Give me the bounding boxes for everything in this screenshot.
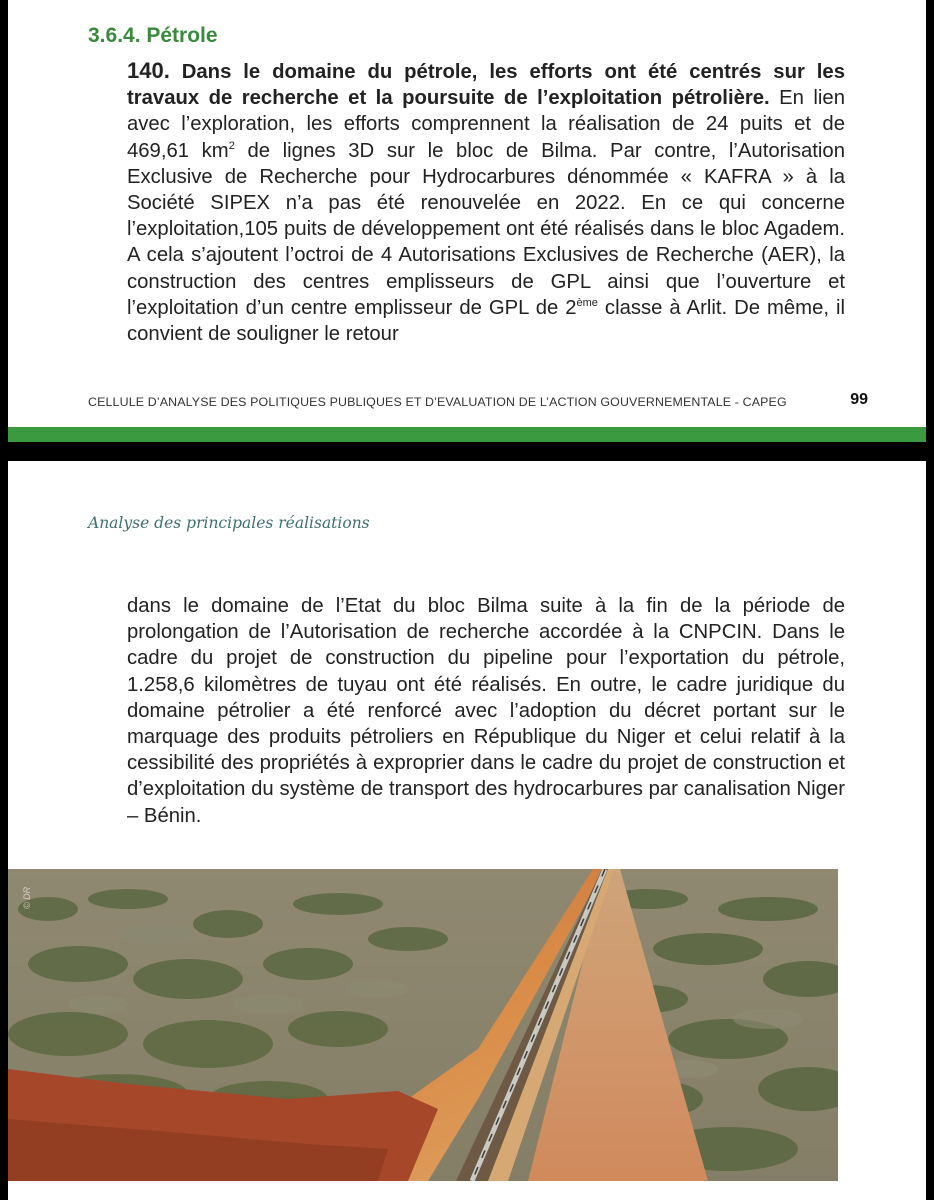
- class-superscript: ème: [576, 297, 598, 310]
- page-footer-text: CELLULE D’ANALYSE DES POLITIQUES PUBLIQUES ET D’EVALUATION DE L’ACTION GOUVERNEMENTALE - CAPEG: [88, 395, 787, 409]
- paragraph-number: 140.: [127, 58, 170, 83]
- photo-credit: [22, 909, 32, 949]
- page-number: 99: [850, 391, 868, 408]
- paragraph-140: [127, 58, 845, 347]
- paragraph-body-2: de lignes 3D sur le bloc de Bilma. Par contre, l’Autorisation Exclusive de Recherche pour Hydrocarbures dénommée « KAFRA » à la Société SIPEX n’a pas été renouvelée en 2022. En ce qui concerne l’exploitation,105 puits de développement ont été réalisés dans le bloc Agadem. A cela s’ajoutent l’octroi de 4 Autorisations Exclusives de Recherche (AER), la construction des centres emplisseurs de GPL ainsi que l’ouverture et l’exploitation d’un centre emplisseur de GPL de 2: [127, 139, 845, 319]
- paragraph-lead: Dans le domaine du pétrole, les efforts ont été centrés sur les travaux de recherche et la poursuite de l’exploitation pétrolière.: [127, 61, 845, 110]
- paragraph-continued: dans le domaine de l’Etat du bloc Bilma suite à la fin de la période de prolongation de l’Autorisation de recherche accordée à la CNPCIN. Dans le cadre du projet de construction du pipeline pour l’exportation du pétrole, 1.258,6 kilomètres de tuyau ont été réalisés. En outre, le cadre juridique du domaine pétrolier a été renforcé avec l’adoption du décret portant sur le marquage des produits pétroliers en République du Niger et celui relatif à la cessibilité des propriétés à exproprier dans le cadre du projet de construction et d’exploitation du système de transport des hydrocarbures par canalisation Niger – Bénin.: [127, 595, 845, 827]
- footer-green-band: [8, 427, 926, 442]
- section-heading: 3.6.4. Pétrole: [88, 24, 218, 47]
- paragraph-body-3: classe à Arlit. De même, il convient de souligner le retour: [127, 296, 845, 346]
- paragraph-body-1: En lien avec l’exploration, les efforts comprennent la réalisation de 24 puits et de 469,61 km: [127, 87, 845, 162]
- pipeline-trench-photo: [8, 869, 838, 1181]
- document-page-top: [8, 0, 926, 442]
- running-head: Analyse des principales réalisations: [88, 514, 370, 532]
- km-superscript: 2: [228, 139, 235, 152]
- document-page-bottom: [8, 461, 926, 1200]
